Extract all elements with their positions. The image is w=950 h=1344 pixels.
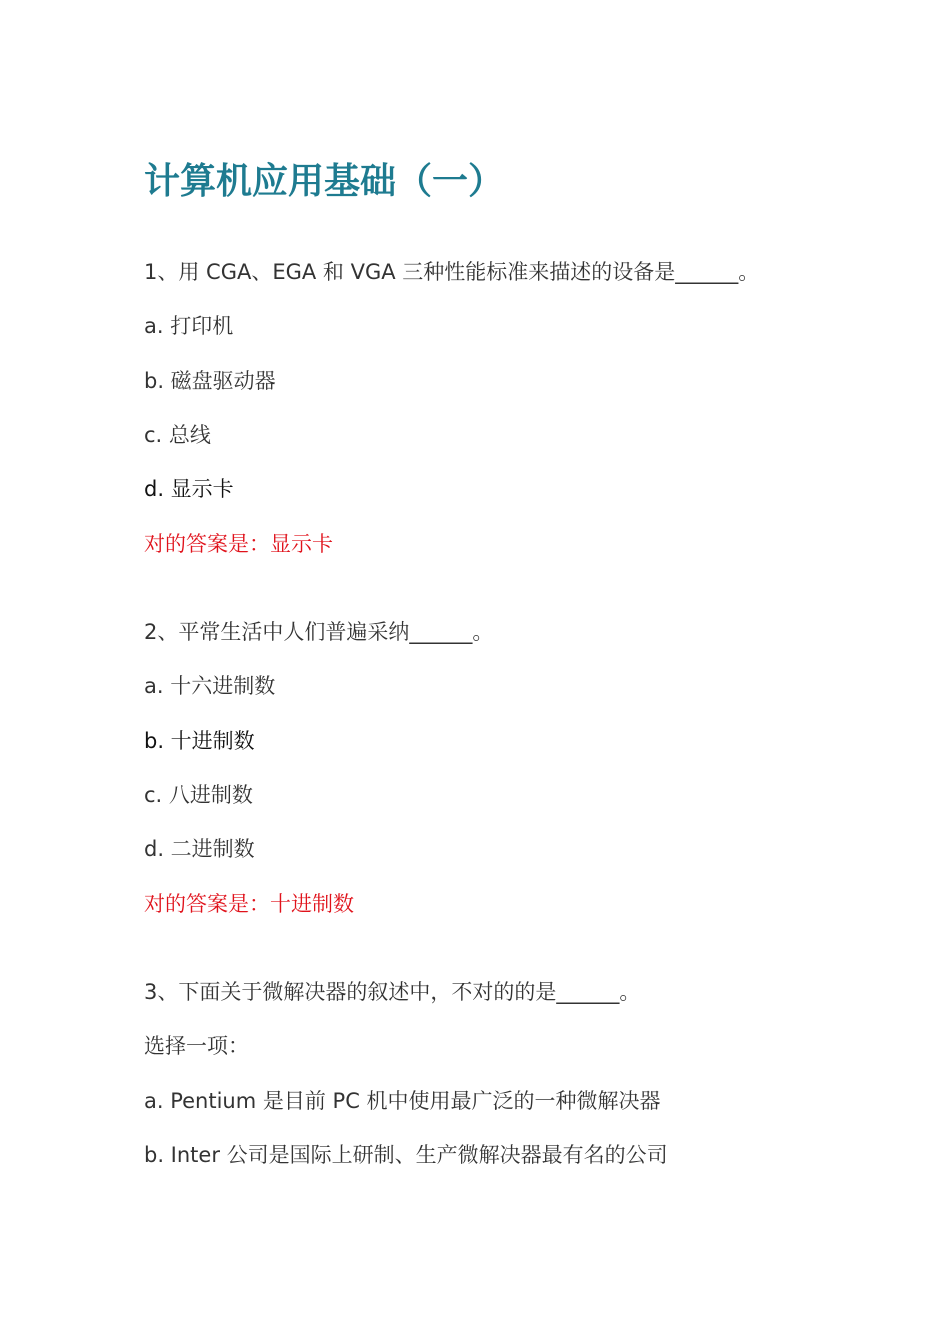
question-3-prompt: 选择一项： — [144, 1034, 249, 1058]
question-1-option-d: d. 显示卡 — [144, 477, 234, 501]
question-2-stem: 2、平常生活中人们普遍采纳______。 — [144, 620, 494, 644]
question-3-stem: 3、下面关于微解决器的叙述中，不对的的是______。 — [144, 980, 641, 1004]
question-2-option-a: a. 十六进制数 — [144, 674, 276, 698]
question-1-answer: 对的答案是：显示卡 — [144, 532, 333, 556]
question-3-option-b: b. Inter 公司是国际上研制、生产微解决器最有名的公司 — [144, 1143, 668, 1167]
question-1-option-c: c. 总线 — [144, 423, 211, 447]
question-1-stem: 1、用 CGA、EGA 和 VGA 三种性能标准来描述的设备是______。 — [144, 260, 760, 284]
question-3-option-a: a. Pentium 是目前 PC 机中使用最广泛的一种微解决器 — [144, 1089, 661, 1113]
document-title: 计算机应用基础（一） — [144, 161, 505, 202]
question-2-option-c: c. 八进制数 — [144, 783, 253, 807]
question-2-option-d: d. 二进制数 — [144, 837, 255, 861]
question-2-option-b: b. 十进制数 — [144, 729, 255, 753]
question-1-option-a: a. 打印机 — [144, 314, 234, 338]
question-2-answer: 对的答案是：十进制数 — [144, 892, 354, 916]
question-1-option-b: b. 磁盘驱动器 — [144, 369, 276, 393]
